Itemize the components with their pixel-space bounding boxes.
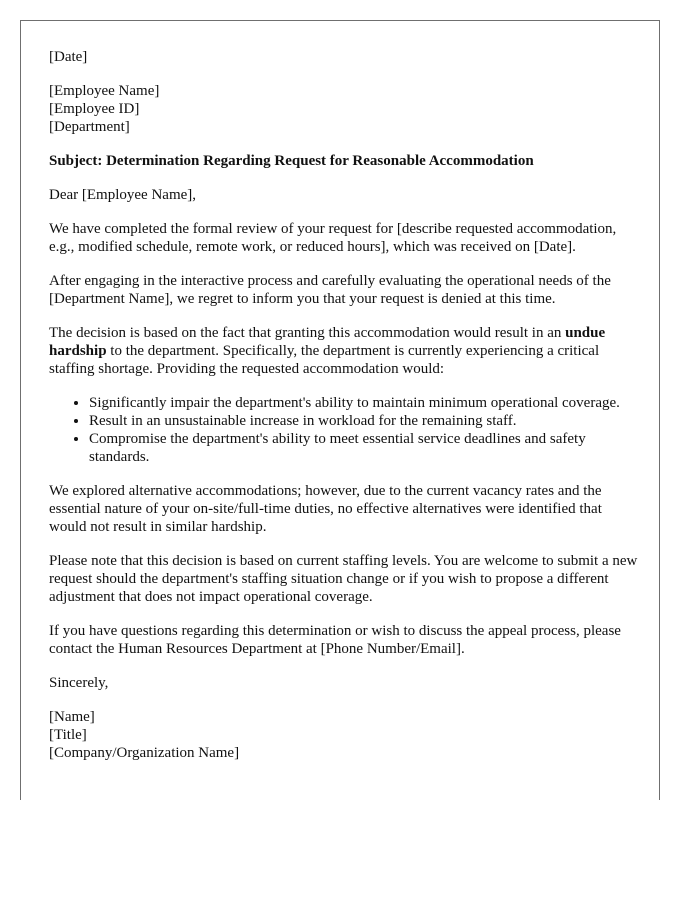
signature-block bbox=[49, 708, 639, 762]
paragraph-contact: If you have questions regarding this determination or wish to discuss the appeal process, please contact the Human Resources Department at [Phone Number/Email]. bbox=[49, 623, 621, 657]
paragraph-denial: After engaging in the interactive process and carefully evaluating the operational needs of the [Department Name], we regret to inform you that your request is denied at this time. bbox=[49, 273, 611, 307]
recipient-block bbox=[49, 82, 639, 136]
paragraph-resubmit: Please note that this decision is based on current staffing levels. You are welcome to submit a new request should the department's staffing situation change or if you wish to propose a different adjustment that does not impact operational coverage. bbox=[49, 553, 638, 605]
list-item: • Compromise the department's ability to meet essential service deadlines and safety standards. bbox=[89, 430, 639, 466]
date-text: [Date] bbox=[49, 49, 88, 65]
signoff: Sincerely, bbox=[49, 675, 109, 691]
paragraph-review: We have completed the formal review of your request for [describe requested accommodation, e.g., modified schedule, remote work, or reduced hours], which was received on [Date]. bbox=[49, 221, 617, 255]
subject-line: Subject: Determination Regarding Request for Reasonable Accommodation bbox=[49, 153, 534, 169]
list-item: • Result in an unsustainable increase in workload for the remaining staff. bbox=[89, 412, 639, 430]
employee-name: [Employee Name] bbox=[49, 83, 160, 99]
hardship-text-after: to the department. Specifically, the department is currently experiencing a critical staffing shortage. Providing the requested accommodation would: bbox=[49, 343, 600, 377]
paragraph-alternatives: We explored alternative accommodations; however, due to the current vacancy rates and the essential nature of your on-site/full-time duties, no effective alternatives were identified that would not result in similar hardship. bbox=[49, 483, 602, 535]
letter-date bbox=[49, 48, 639, 66]
signer-organization: [Company/Organization Name] bbox=[49, 745, 240, 761]
department: [Department] bbox=[49, 119, 130, 135]
paragraph-hardship bbox=[49, 324, 639, 378]
salutation: Dear [Employee Name], bbox=[49, 187, 197, 203]
letter-body bbox=[49, 48, 639, 778]
hardship-text-before: The decision is based on the fact that granting this accommodation would result in an bbox=[49, 325, 566, 341]
signer-title: [Title] bbox=[49, 727, 87, 743]
hardship-emphasis: undue hardship bbox=[49, 325, 606, 359]
signer-name: [Name] bbox=[49, 709, 95, 725]
employee-id: [Employee ID] bbox=[49, 101, 140, 117]
hardship-reasons-list bbox=[49, 394, 639, 466]
list-item: • Significantly impair the department's ability to maintain minimum operational coverage. bbox=[89, 394, 639, 412]
